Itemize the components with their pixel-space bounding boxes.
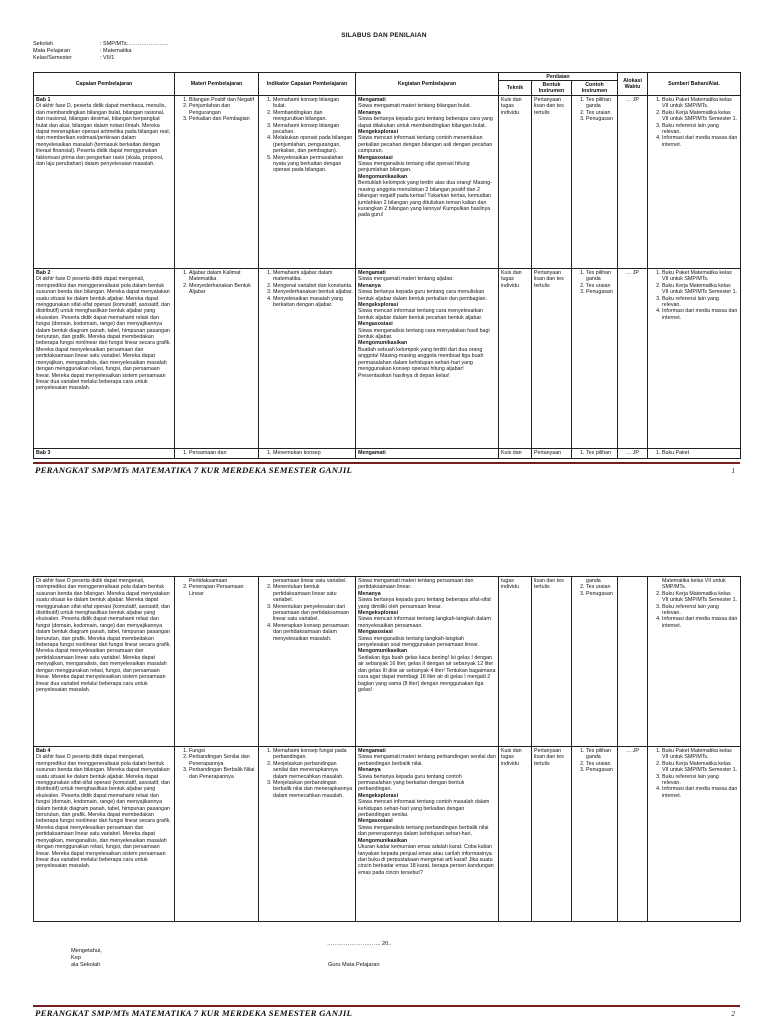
section-heading: Mengeksplorasi	[358, 129, 399, 136]
capaian-cell	[34, 449, 175, 459]
page-1	[0, 0, 768, 500]
section-heading: Mengamati	[358, 270, 386, 276]
page-number: 2	[731, 1010, 735, 1018]
meta-row-kelas	[33, 55, 168, 62]
section-heading: Mengomunikasikan	[358, 837, 408, 844]
syllabus-table-page-1	[33, 72, 741, 459]
sumber-cell	[648, 449, 741, 459]
alokasi-cell	[618, 577, 648, 747]
kegiatan-cell	[356, 269, 499, 449]
section-heading: Mengasosiasi	[358, 321, 393, 328]
bentuk-cell: Pertanyaan lisan dan tes tertulis	[532, 96, 572, 269]
list-item: 1. Fungsi	[189, 748, 256, 754]
list-item: 3. Menyederhanakan bentuk aljabar.	[273, 289, 353, 295]
alokasi-cell: … JP	[618, 96, 648, 269]
table-row-bab-2	[34, 269, 741, 449]
section-heading: Mengasosiasi	[358, 154, 393, 161]
list-item: 5. Menyelesaikan permasalahan nyata yang berkaitan dengan operasi pada bilangan.	[273, 155, 353, 174]
kep-label: Kep	[71, 955, 81, 961]
section-heading: Mengamati	[358, 748, 386, 754]
list-item: 3. Buku referensi lain yang relevan.	[662, 296, 738, 309]
list-item: 2. Buku Kerja Matematika kelas VII untuk SMP/MTs Semester 1.	[662, 283, 738, 296]
section-heading: Mengomunikasikan	[358, 173, 408, 180]
header-bentuk: Bentuk Instrumen	[532, 81, 572, 96]
kegiatan-cell	[356, 449, 499, 459]
list-item: 2. Menentukan bentuk pertidaksamaan linear satu variabel.	[273, 584, 353, 603]
section-text: Siswa bertanya kepada guru tentang beberapa cara yang dapat dilakukan untuk membandingkan bilangan bulat.	[358, 116, 493, 129]
list-item: 2. Tes uraian	[586, 584, 615, 590]
page-number: 1	[731, 467, 735, 475]
mengetahui-label: Mengetahui,	[71, 948, 102, 954]
header-indikator: Indikator Capaian Pembelajaran	[259, 73, 356, 96]
bentuk-cell: Pertanyaan lisan dan tes tertulis	[532, 269, 572, 449]
list-item: 2. Tes uraian	[586, 110, 615, 116]
document-meta	[33, 41, 168, 62]
bentuk-cell: Pertanyaan lisan dan tes tertulis	[532, 747, 572, 922]
meta-value: : SMP/MTs…………………..	[100, 41, 169, 47]
header-contoh: Contoh Instrumen	[572, 81, 618, 96]
footer-title: PERANGKAT SMP/MTs MATEMATIKA 7 KUR MERDEKA SEMESTER GANJIL	[35, 465, 353, 475]
kegiatan-cell	[356, 747, 499, 922]
list-item: 4. Menyelesaikan masalah yang berkaitan dengan aljabar.	[273, 296, 353, 309]
section-heading: Menanya	[358, 590, 381, 597]
list-item: 4. Informasi dari media massa dan internet.	[662, 135, 738, 148]
chapter-label: Bab 3	[36, 450, 51, 456]
capaian-text: Di akhir fase D peserta didik dapat mengenali, memprediksi dan menggeneralisasi pola dalam bentuk susunan benda dan bilangan. Mereka dapat menyatakan suatu situasi ke dalam bentuk aljabar. Mereka dapat menggunakan sifat-sifat operasi (komutatif, asosiatif, dan distributif) untuk menghasilkan bentuk aljabar yang ekuivalen. Peserta didik dapat memahami relasi dan fungsi (domain, kodomain, range) dan menyajikannya dalam bentuk diagram panah, tabel, himpunan pasangan berurutan, dan grafik. Mereka dapat membedakan beberapa fungsi nonlinear dari fungsi linear secara grafik. Mereka dapat menyelesaikan persamaan dan pertidaksamaan linear satu variabel. Mereka dapat menyajikan, menganalisis, dan menyelesaikan masalah dengan menggunakan relasi, fungsi, dan persamaan linear. Mereka dapat menyelesaikan sistem persamaan linear dua variabel melalui beberapa cara untuk penyelesaian masalah.	[36, 578, 171, 693]
sumber-cell	[648, 269, 741, 449]
kegiatan-cell	[356, 577, 499, 747]
section-heading: Menanya	[358, 109, 381, 116]
section-text: Bentuklah kelompok yang terdiri atas dua orang! Masing-masing anggota menuliskan 2 bilangan positif dan 2 bilangan negatif pada kertas! Tukarkan kertas, kemudian jumlahkan 2 bilangan yang dituliskan teman kalian dan kurangkan 2 bilangan yang lainnya! Kumpulkan hasilnya pada guru!	[358, 180, 492, 219]
contoh-cell	[572, 269, 618, 449]
chapter-label: Bab 2	[36, 270, 51, 276]
indikator-continued: persamaan linear satu variabel.	[273, 578, 347, 584]
alokasi-cell: … JP	[618, 269, 648, 449]
list-item: 3. Menjelaskan perbandingan berbalik nilai dan menerapkannya dalam memecahkan masalah.	[273, 780, 353, 799]
list-item: 3. Menentukan penyelesaian dari persamaan dan pertidaksamaan linear satu variabel.	[273, 604, 353, 623]
list-item: 3. Penugasan	[586, 767, 615, 773]
kepala-sekolah-label: ala Sekolah	[71, 962, 101, 968]
list-item: 3. Penugasan	[586, 289, 615, 295]
indikator-cell	[259, 96, 356, 269]
section-heading: Mengasosiasi	[358, 629, 393, 636]
list-item: 1. Aljabar dalam Kalimat Matematika	[189, 270, 256, 283]
chapter-label: Bab 4	[36, 748, 51, 754]
alokasi-cell: … JP	[618, 449, 648, 459]
list-item: 1. Persamaan dan	[189, 450, 256, 456]
list-item: 2. Buku Kerja Matematika kelas VII untuk SMP/MTs Semester 1.	[662, 761, 738, 774]
teknik-cell: Kuis dan tugas individu	[499, 269, 532, 449]
list-item: 1. Buku Paket Matematika kelas VII untuk SMP/MTs.	[662, 270, 738, 283]
capaian-text: Di akhir fase D, peserta didik dapat membaca, menulis, dan membandingkan bilangan bulat, bilangan rasional, dan irasional, bilangan desimal, bilangan berpangkat bulat dan akar, bilangan dalam notasi ilmiah. Mereka dapat menerapkan operasi aritmetika pada bilangan real, dan memberikan estimasi/perkiraan dalam menyelesaikan masalah (termasuk berkaitan dengan literasi finansial). Peserta didik dapat menggunakan faktorisasi prima dan pengertian rasio (skala, proporsi, dan laju perubahan) dalam penyelesaian masalah.	[36, 103, 170, 168]
section-text: Siswa menganalisis tentang cara menyatakan hasil bagi bentuk aljabar.	[358, 327, 490, 341]
list-item: 1. Buku Paket Matematika kelas VII untuk SMP/MTs.	[662, 748, 738, 761]
indikator-cell	[259, 449, 356, 459]
list-item: 4. Informasi dari media massa dan internet.	[662, 616, 738, 629]
sumber-cell	[648, 747, 741, 922]
header-capaian: Capaian Pembelajaran	[34, 73, 175, 96]
meta-key: Sekolah	[33, 41, 53, 47]
header-penilaian: Penilaian	[499, 73, 618, 81]
capaian-cell	[34, 747, 175, 922]
section-heading: Mengasosiasi	[358, 818, 393, 825]
indikator-cell	[259, 577, 356, 747]
kegiatan-cell	[356, 96, 499, 269]
meta-key: Mata Pelajaran	[33, 48, 70, 54]
section-text: Siswa mencari informasi tentang contoh masalah dalam kehidupan sehari-hari yang berkaitan dengan perbandingan senilai.	[358, 799, 490, 819]
list-item: 1. Memahami konsep fungsi pada perbandingan.	[273, 748, 353, 761]
section-text: Siswa menganalisis tentang langkah-langkah penyelesaian soal menggunakan persamaan linear.	[358, 635, 480, 649]
materi-continued: Pertidaksamaan	[189, 578, 228, 584]
section-text: Siswa mencari informasi tentang cara menyelesaikan bentuk aljabar dalam bentuk pecahan bentuk aljabar.	[358, 308, 484, 321]
list-item: 1. Menemukan konsep	[273, 450, 353, 456]
list-item: 2. Menyederhanakan Bentuk Aljabar	[189, 283, 256, 296]
list-item: 3. Buku referensi lain yang relevan.	[662, 604, 738, 617]
materi-cell	[175, 269, 259, 449]
section-heading: Menanya	[358, 282, 381, 289]
teknik-cell: Kuis dan tugas individu	[499, 96, 532, 269]
section-heading: Mengomunikasikan	[358, 340, 408, 347]
list-item: 3. Buku referensi lain yang relevan.	[662, 123, 738, 136]
table-row-bab-3	[34, 449, 741, 459]
capaian-cell	[34, 96, 175, 269]
header-alokasi: Alokasi Waktu	[618, 73, 648, 96]
section-heading: Mengamati	[358, 97, 386, 103]
indikator-cell	[259, 269, 356, 449]
list-item: 4. Menerapkan konsep persamaan dan pertidaksamaan dalam menyelesaikan masalah.	[273, 623, 353, 642]
meta-value: : Matematika	[100, 48, 132, 54]
footer-rule	[33, 1005, 740, 1007]
list-item: 2. Membandingkan dan mengurutkan bilangan.	[273, 110, 353, 123]
capaian-cell	[34, 269, 175, 449]
section-text: Ukuran kadar kemurnian emas adalah karat. Coba kalian tanyakan kepada penjual emas atau carilah informasinya dari buku di perpustakaan mengenai arti karat! Jika suatu cincin berkadar emas 18 karat, berapa persen kandungan emas pada cincin tersebut?	[358, 844, 494, 876]
guru-label: Guru Mata Pelajaran	[328, 962, 380, 968]
list-item: 2. Perbandingan Senilai dan Penerapannya	[189, 754, 256, 767]
meta-row-sekolah	[33, 41, 168, 48]
list-item: 4. Informasi dari media massa dan internet.	[662, 786, 738, 799]
section-text: Siswa bertanya kepada guru tentang cara menuliskan bentuk aljabar dalam bentuk perkalian dan pembagian.	[358, 289, 487, 302]
meta-row-mapel	[33, 48, 168, 55]
list-item: 3. Memahami konsep bilangan pecahan.	[273, 123, 353, 136]
section-heading: Mengeksplorasi	[358, 792, 399, 799]
bentuk-cell: lisan dan tes tertulis	[532, 577, 572, 747]
section-text: Siswa mencari informasi tentang langkah-langkah dalam menyelesaikan persamaan.	[358, 616, 491, 629]
teknik-cell: Kuis dan tugas individu	[499, 747, 532, 922]
sumber-cell	[648, 577, 741, 747]
list-item: 2. Buku Kerja Matematika kelas VII untuk SMP/MTs Semester 1.	[662, 591, 738, 604]
section-text: Siswa menganalisis tentang perbandingan berbalik nilai dan penerapannya dalam kehidupan sehari-hari.	[358, 824, 489, 838]
bentuk-cell: Pertanyaan	[532, 449, 572, 459]
list-item: 2. Buku Kerja Matematika kelas VII untuk SMP/MTs Semester 1.	[662, 110, 738, 123]
materi-cell	[175, 449, 259, 459]
list-item: 2. Tes uraian	[586, 761, 615, 767]
section-heading: Menanya	[358, 767, 381, 774]
section-text: Sediakan tiga buah gelas kaca bening! Isi gelas I dengan air sebanyak 16 liter, gelas II dengan air sebanyak 12 liter dan gelas III diisi air sebanyak 4 liter! Tentukan bagaimana cara agar dapat membagi 16 liter air di gelas I menjadi 2 bagian yang sama (8 liter) dengan menggunakan tiga gelas!	[358, 654, 496, 693]
list-item: 1. Tes pilihan ganda	[586, 748, 615, 761]
table-row-bab-1	[34, 96, 741, 269]
header-kegiatan: Kegiatan Pembelajaran	[356, 73, 499, 96]
materi-cell	[175, 747, 259, 922]
list-item: 1. Tes pilihan	[586, 450, 615, 456]
document-title: SILABUS DAN PENILAIAN	[341, 32, 427, 39]
header-materi: Materi Pembelajaran	[175, 73, 259, 96]
contoh-cell	[572, 96, 618, 269]
list-item: 3. Perkalian dan Pembagian	[189, 116, 256, 122]
section-heading: Mengomunikasikan	[358, 648, 408, 655]
list-item: 1. Memahami konsep bilangan bulat.	[273, 97, 353, 110]
materi-cell	[175, 577, 259, 747]
list-item: 1. Buku Paket Matematika kelas VII untuk SMP/MTs.	[662, 97, 738, 110]
section-text: Siswa mencari informasi tentang contoh menentukan perkalian pecahan dengan bilangan asli dengan pecahan campuran.	[358, 135, 493, 155]
list-item: 3. Perbandingan Berbalik Nilai dan Penerapannya	[189, 767, 256, 780]
alokasi-cell: … JP	[618, 747, 648, 922]
section-text: Siswa bertanya kepada guru tentang contoh permasalahan yang berkaitan dengan bentuk perbandingan.	[358, 773, 465, 793]
section-text: Siswa bertanya kepada guru tentang beberapa sifat-sifat yang dimiliki oleh persamaan linear.	[358, 597, 491, 610]
section-heading: Mengeksplorasi	[358, 610, 399, 617]
materi-cell	[175, 96, 259, 269]
signature-left	[71, 948, 102, 969]
header-sumber: Sumber/ Bahan/Alat.	[648, 73, 741, 96]
header-teknik: Teknik	[499, 81, 532, 96]
sumber-cell	[648, 96, 741, 269]
section-heading: Mengamati	[358, 450, 386, 456]
syllabus-table-page-2	[33, 576, 741, 922]
capaian-cell	[34, 577, 175, 747]
contoh-cell	[572, 577, 618, 747]
contoh-continued: ganda	[586, 578, 601, 584]
section-text: Siswa mengamati materi tentang persamaan dan pertidaksamaan linear.	[358, 578, 474, 591]
list-item: 4. Melakukan operasi pada bilangan (penjumlahan, pengurangan, perkalian, dan pembagian).	[273, 135, 353, 154]
teknik-cell: Kuis dan	[499, 449, 532, 459]
list-item: 2. Mengenal variabel dan konstanta.	[273, 283, 353, 289]
section-text: Siswa mengamati materi tentang bilangan bulat.	[358, 103, 472, 110]
header-row-1	[34, 73, 741, 81]
meta-key: Kelas/Semester	[33, 55, 72, 61]
contoh-cell	[572, 449, 618, 459]
contoh-cell	[572, 747, 618, 922]
section-heading: Mengeksplorasi	[358, 302, 399, 309]
footer-rule	[33, 462, 740, 464]
list-item: 2. Penerapan Persamaan Linear	[189, 584, 256, 597]
list-item: 1. Memahami aljabar dalam matematika.	[273, 270, 353, 283]
page-2	[0, 500, 768, 1024]
capaian-text: Di akhir fase D peserta didik dapat mengenali, memprediksi dan menggeneralisasi pola dalam bentuk susunan benda dan bilangan. Mereka dapat menyatakan suatu situasi ke dalam bentuk aljabar. Mereka dapat menggunakan sifat-sifat operasi (komutatif, asosiatif, dan distributif) untuk menghasilkan bentuk aljabar yang ekuivalen. Peserta didik dapat memahami relasi dan fungsi (domain, kodomain, range) dan menyajikannya dalam bentuk diagram panah, tabel, himpunan pasangan berurutan, dan grafik. Mereka dapat membedakan beberapa fungsi nonlinear dari fungsi linear secara grafik. Mereka dapat menyelesaikan persamaan dan pertidaksamaan linear satu variabel. Mereka dapat menyajikan, menganalisis, dan menyelesaikan masalah dengan menggunakan relasi, fungsi, dan persamaan linear. Mereka dapat menyelesaikan sistem persamaan linear dua variabel melalui beberapa cara untuk penyelesaian masalah.	[36, 276, 171, 392]
list-item: 1. Bilangan Positif dan Negatif	[189, 97, 256, 103]
chapter-label: Bab 1	[36, 97, 51, 103]
capaian-text: Di akhir fase D peserta didik dapat mengenali, memprediksi dan menggeneralisasi pola dalam bentuk susunan benda dan bilangan. Mereka dapat menyatakan suatu situasi ke dalam bentuk aljabar. Mereka dapat menggunakan sifat-sifat operasi (komutatif, asosiatif, dan distributif) untuk menghasilkan bentuk aljabar yang ekuivalen. Peserta didik dapat memahami relasi dan fungsi (domain, kodomain, range) dan menyajikannya dalam bentuk diagram panah, tabel, himpunan pasangan berurutan, dan grafik. Mereka dapat membedakan beberapa fungsi nonlinear dari fungsi linear secara grafik. Mereka dapat menyelesaikan persamaan dan pertidaksamaan linear satu variabel. Mereka dapat menyajikan, menganalisis, dan menyelesaikan masalah dengan menggunakan relasi, fungsi, dan persamaan linear. Mereka dapat menyelesaikan sistem persamaan linear dua variabel melalui beberapa cara untuk penyelesaian masalah.	[36, 754, 171, 870]
list-item: 3. Buku referensi lain yang relevan.	[662, 774, 738, 787]
list-item: 2. Menjelaskan perbandingan senilai dan menerapkannya dalam memecahkan masalah.	[273, 761, 353, 780]
list-item: 1. Buku Paket	[662, 450, 738, 456]
list-item: 3. Penugasan	[586, 591, 615, 597]
teknik-cell: tugas individu	[499, 577, 532, 747]
indikator-cell	[259, 747, 356, 922]
list-item: 2. Penjumlahan dan Pengurangan	[189, 103, 256, 116]
table-row-bab-4	[34, 747, 741, 922]
meta-value: : VII/1	[100, 55, 115, 61]
table-row-bab-3-continued	[34, 577, 741, 747]
section-text: Buatlah sebuah kelompok yang terdiri dari dua orang anggota! Masing-masing anggota membuat tiga buah permasalahan dalam kehidupan sehari-hari yang menggunakan konsep operasi hitung aljabar! Presentasikan hasilnya di depan kelas!	[358, 346, 484, 379]
sumber-continued: Matematika kelas VII untuk SMP/MTs.	[662, 578, 726, 591]
section-text: Siswa mengamati materi tentang perbandingan senilai dan perbandingan berbalik nilai.	[358, 754, 496, 767]
signature-date: ……………………….. 20..	[327, 941, 392, 947]
section-text: Siswa mengamati materi tentang aljabar.	[358, 276, 454, 283]
list-item: 1. Tes pilihan ganda	[586, 270, 615, 283]
list-item: 1. Tes pilihan ganda	[586, 97, 615, 110]
list-item: 4. Informasi dari media massa dan internet.	[662, 308, 738, 321]
list-item: 3. Penugasan	[586, 116, 615, 122]
list-item: 2. Tes uraian	[586, 283, 615, 289]
section-text: Siswa menganalisis tentang sifat operasi hitung penjumlahan bilangan.	[358, 161, 470, 174]
footer-title: PERANGKAT SMP/MTs MATEMATIKA 7 KUR MERDEKA SEMESTER GANJIL	[35, 1008, 353, 1018]
